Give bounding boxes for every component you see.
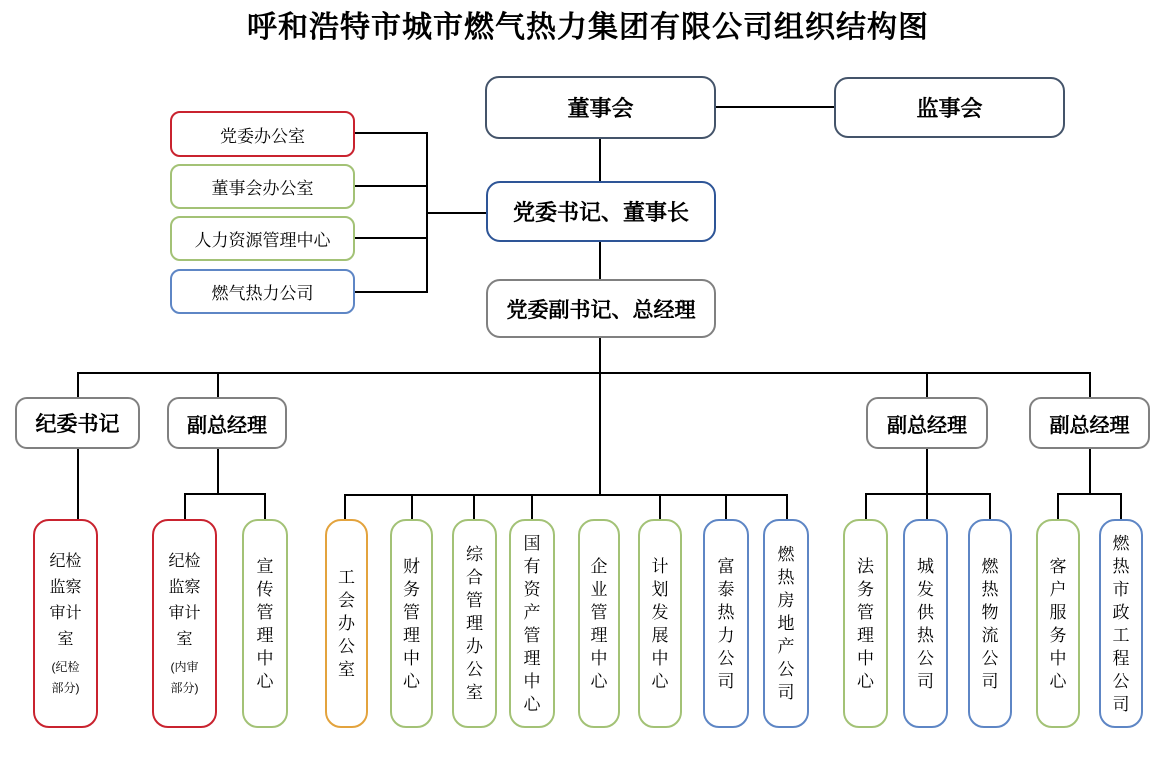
dept-label: 燃热市政工程公司 [1112, 533, 1130, 714]
dept-label: 法务管理中心 [857, 556, 874, 691]
org-node-party-office-label: 党委办公室 [220, 126, 305, 146]
org-node-party-secretary-chairman [486, 181, 716, 242]
org-node-supervisory-label: 监事会 [916, 96, 983, 121]
org-node-board [485, 76, 716, 139]
dept-label: 燃热房地产公司 [777, 545, 795, 702]
org-node-party-secretary-chairman-label: 党委书记、董事长 [512, 200, 689, 225]
org-node-board-office [170, 164, 355, 209]
dept-label: 财务管理中心 [403, 556, 420, 691]
org-node-dept-jihua [638, 519, 682, 728]
dept-label: 城发供热公司 [917, 556, 934, 691]
org-node-dept-shizheng [1099, 519, 1143, 728]
org-node-discipline-secretary-label: 纪委书记 [35, 413, 120, 436]
org-node-dept-fangdichan [763, 519, 809, 728]
org-node-board-office-label: 董事会办公室 [211, 179, 314, 198]
dept-sublabel: (纪检部分) [51, 659, 80, 695]
org-node-dept-chengfa [903, 519, 948, 728]
org-node-dept-wuliu [968, 519, 1012, 728]
dept-label: 工会办公室 [338, 568, 355, 679]
org-node-deputy-gm-1 [167, 397, 287, 449]
org-node-deputy-gm-3 [1029, 397, 1150, 449]
org-node-dept-jijian-jiancha-shenji-neishen [152, 519, 217, 728]
org-node-deputy-gm-3-label: 副总经理 [1049, 414, 1130, 437]
org-node-board-label: 董事会 [567, 96, 634, 121]
org-node-dept-fawu [843, 519, 888, 728]
dept-label: 纪检监察审计室 [168, 552, 201, 648]
dept-sublabel: (内审部分) [170, 659, 199, 695]
org-node-dept-guoyou [509, 519, 555, 728]
org-node-deputy-gm-2 [866, 397, 988, 449]
org-node-dept-futai [703, 519, 749, 728]
org-node-dept-xuanchuan [242, 519, 288, 728]
org-node-gas-heat-company-label: 燃气热力公司 [211, 284, 314, 303]
org-node-deputy-gm-2-label: 副总经理 [887, 414, 967, 437]
dept-label: 国有资产管理中心 [523, 533, 541, 714]
dept-label-stack [166, 549, 203, 699]
org-node-dept-kehu [1036, 519, 1080, 728]
dept-label: 综合管理办公室 [466, 545, 483, 702]
dept-label-stack [47, 549, 84, 699]
org-node-hr-center [170, 216, 355, 261]
org-node-party-office [170, 111, 355, 157]
org-node-dept-jijian-jiancha-shenji-jijian [33, 519, 98, 728]
org-node-deputy-party-secretary-gm-label: 党委副书记、总经理 [506, 298, 696, 322]
dept-label: 富泰热力公司 [717, 556, 735, 691]
org-node-dept-gonghui [325, 519, 368, 728]
org-node-hr-center-label: 人力资源管理中心 [194, 231, 331, 250]
dept-label: 计划发展中心 [651, 556, 669, 691]
org-node-deputy-party-secretary-gm [486, 279, 716, 338]
org-node-dept-caiwu [390, 519, 433, 728]
dept-label: 纪检监察审计室 [49, 552, 82, 648]
org-node-dept-qiye [578, 519, 620, 728]
dept-label: 企业管理中心 [590, 556, 608, 691]
org-node-supervisory [834, 77, 1065, 138]
dept-label: 燃热物流公司 [981, 556, 999, 691]
dept-label: 客户服务中心 [1049, 556, 1067, 691]
org-node-dept-zonghe [452, 519, 497, 728]
org-node-deputy-gm-1-label: 副总经理 [187, 414, 267, 437]
org-node-gas-heat-company [170, 269, 355, 314]
page-title: 呼和浩特市城市燃气热力集团有限公司组织结构图 [247, 11, 929, 44]
org-node-discipline-secretary [15, 397, 140, 449]
dept-label: 宣传管理中心 [256, 556, 274, 691]
